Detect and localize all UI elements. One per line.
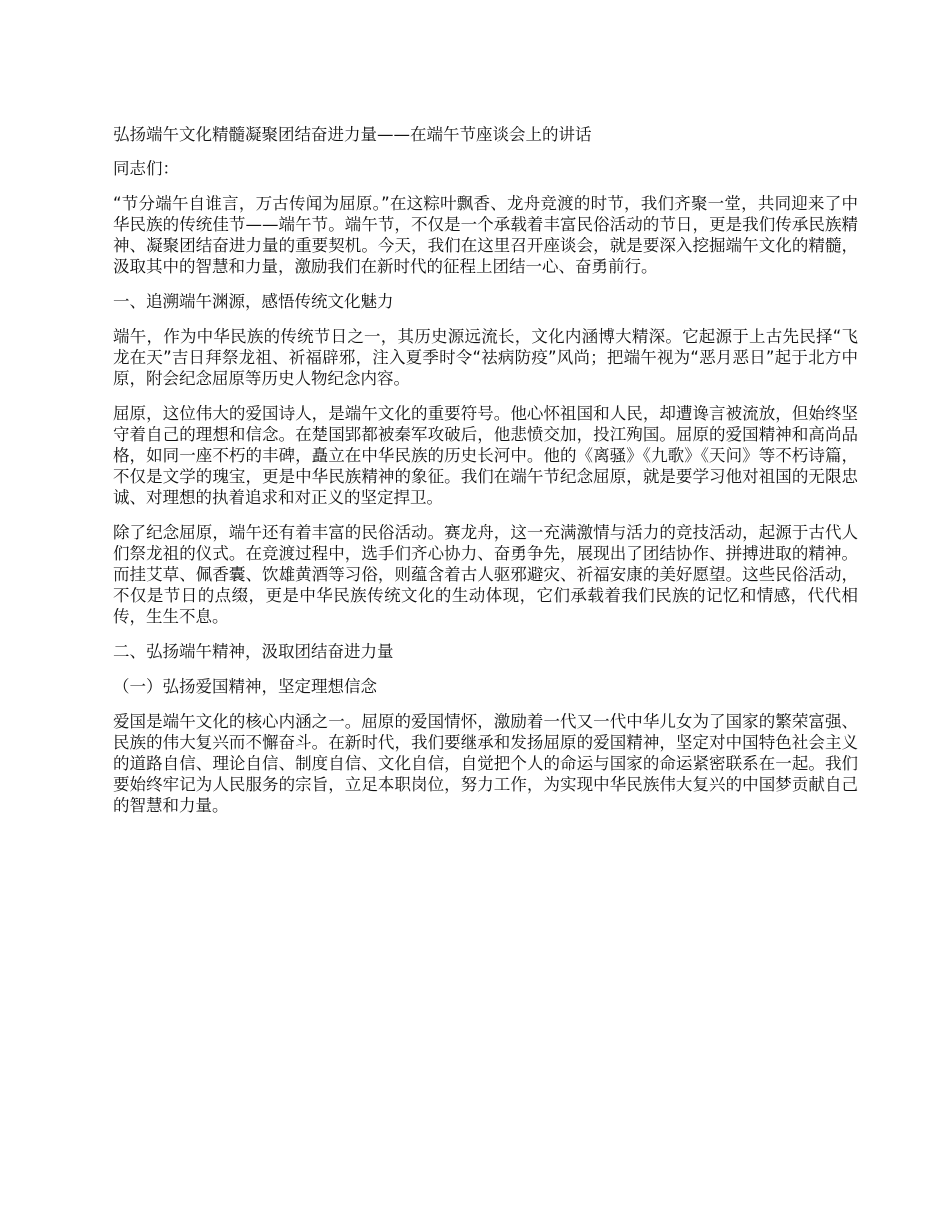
section-heading-2: 二、弘扬端午精神，汲取团结奋进力量 bbox=[113, 642, 394, 661]
paragraph-quyuan: 屈原，这位伟大的爱国诗人，是端午文化的重要符号。他心怀祖国和人民，却遭谗言被流放，但始终坚守着自己的理想和信念。在楚国郢都被秦军攻破后，他悲愤交加，投江殉国。屈原的爱国精神和高尚品格，如同一座不朽的丰碑，矗立在中华民族的历史长河中。他的《离骚》《九歌》《天问》等不朽诗篇，不仅是文学的瑰宝，更是中华民族精神的象征。我们在端午节纪念屈原，就是要学习他对祖国的无限忠诚、对理想的执着追求和对正义的坚定捍卫。 bbox=[113, 404, 858, 507]
paragraph-origin: 端午，作为中华民族的传统节日之一，其历史源远流长，文化内涵博大精深。它起源于上古先民择“飞龙在天”吉日拜祭龙祖、祈福辟邪，注入夏季时令“祛病防疫”风尚；把端午视为“恶月恶日”起于北方中原，附会纪念屈原等历史人物纪念内容。 bbox=[113, 327, 858, 388]
document-page bbox=[113, 124, 858, 830]
subsection-heading-1: （一）弘扬爱国精神，坚定理想信念 bbox=[113, 677, 377, 696]
document-title: 弘扬端午文化精髓凝聚团结奋进力量——在端午节座谈会上的讲话 bbox=[113, 125, 592, 144]
section-heading-1: 一、追溯端午渊源，感悟传统文化魅力 bbox=[113, 292, 394, 311]
paragraph-patriotism: 爱国是端午文化的核心内涵之一。屈原的爱国情怀，激励着一代又一代中华儿女为了国家的繁荣富强、民族的伟大复兴而不懈奋斗。在新时代，我们要继承和发扬屈原的爱国精神，坚定对中国特色社会主义的道路自信、理论自信、制度自信、文化自信，自觉把个人的命运与国家的命运紧密联系在一起。我们要始终牢记为人民服务的宗旨，立足本职岗位，努力工作，为实现中华民族伟大复兴的中国梦贡献自己的智慧和力量。 bbox=[113, 712, 858, 815]
paragraph-intro: “节分端午自谁言，万古传闻为屈原。”在这粽叶飘香、龙舟竞渡的时节，我们齐聚一堂，共同迎来了中华民族的传统佳节——端午节。端午节，不仅是一个承载着丰富民俗活动的节日，更是我们传承民族精神、凝聚团结奋进力量的重要契机。今天，我们在这里召开座谈会，就是要深入挖掘端午文化的精髓，汲取其中的智慧和力量，激励我们在新时代的征程上团结一心、奋勇前行。 bbox=[113, 194, 858, 276]
salutation: 同志们： bbox=[113, 159, 179, 178]
paragraph-customs: 除了纪念屈原，端午还有着丰富的民俗活动。赛龙舟，这一充满激情与活力的竞技活动，起源于古代人们祭龙祖的仪式。在竞渡过程中，选手们齐心协力、奋勇争先，展现出了团结协作、拼搏进取的精神。而挂艾草、佩香囊、饮雄黄酒等习俗，则蕴含着古人驱邪避灾、祈福安康的美好愿望。这些民俗活动，不仅是节日的点缀，更是中华民族传统文化的生动体现，它们承载着我们民族的记忆和情感，代代相传，生生不息。 bbox=[113, 523, 858, 626]
